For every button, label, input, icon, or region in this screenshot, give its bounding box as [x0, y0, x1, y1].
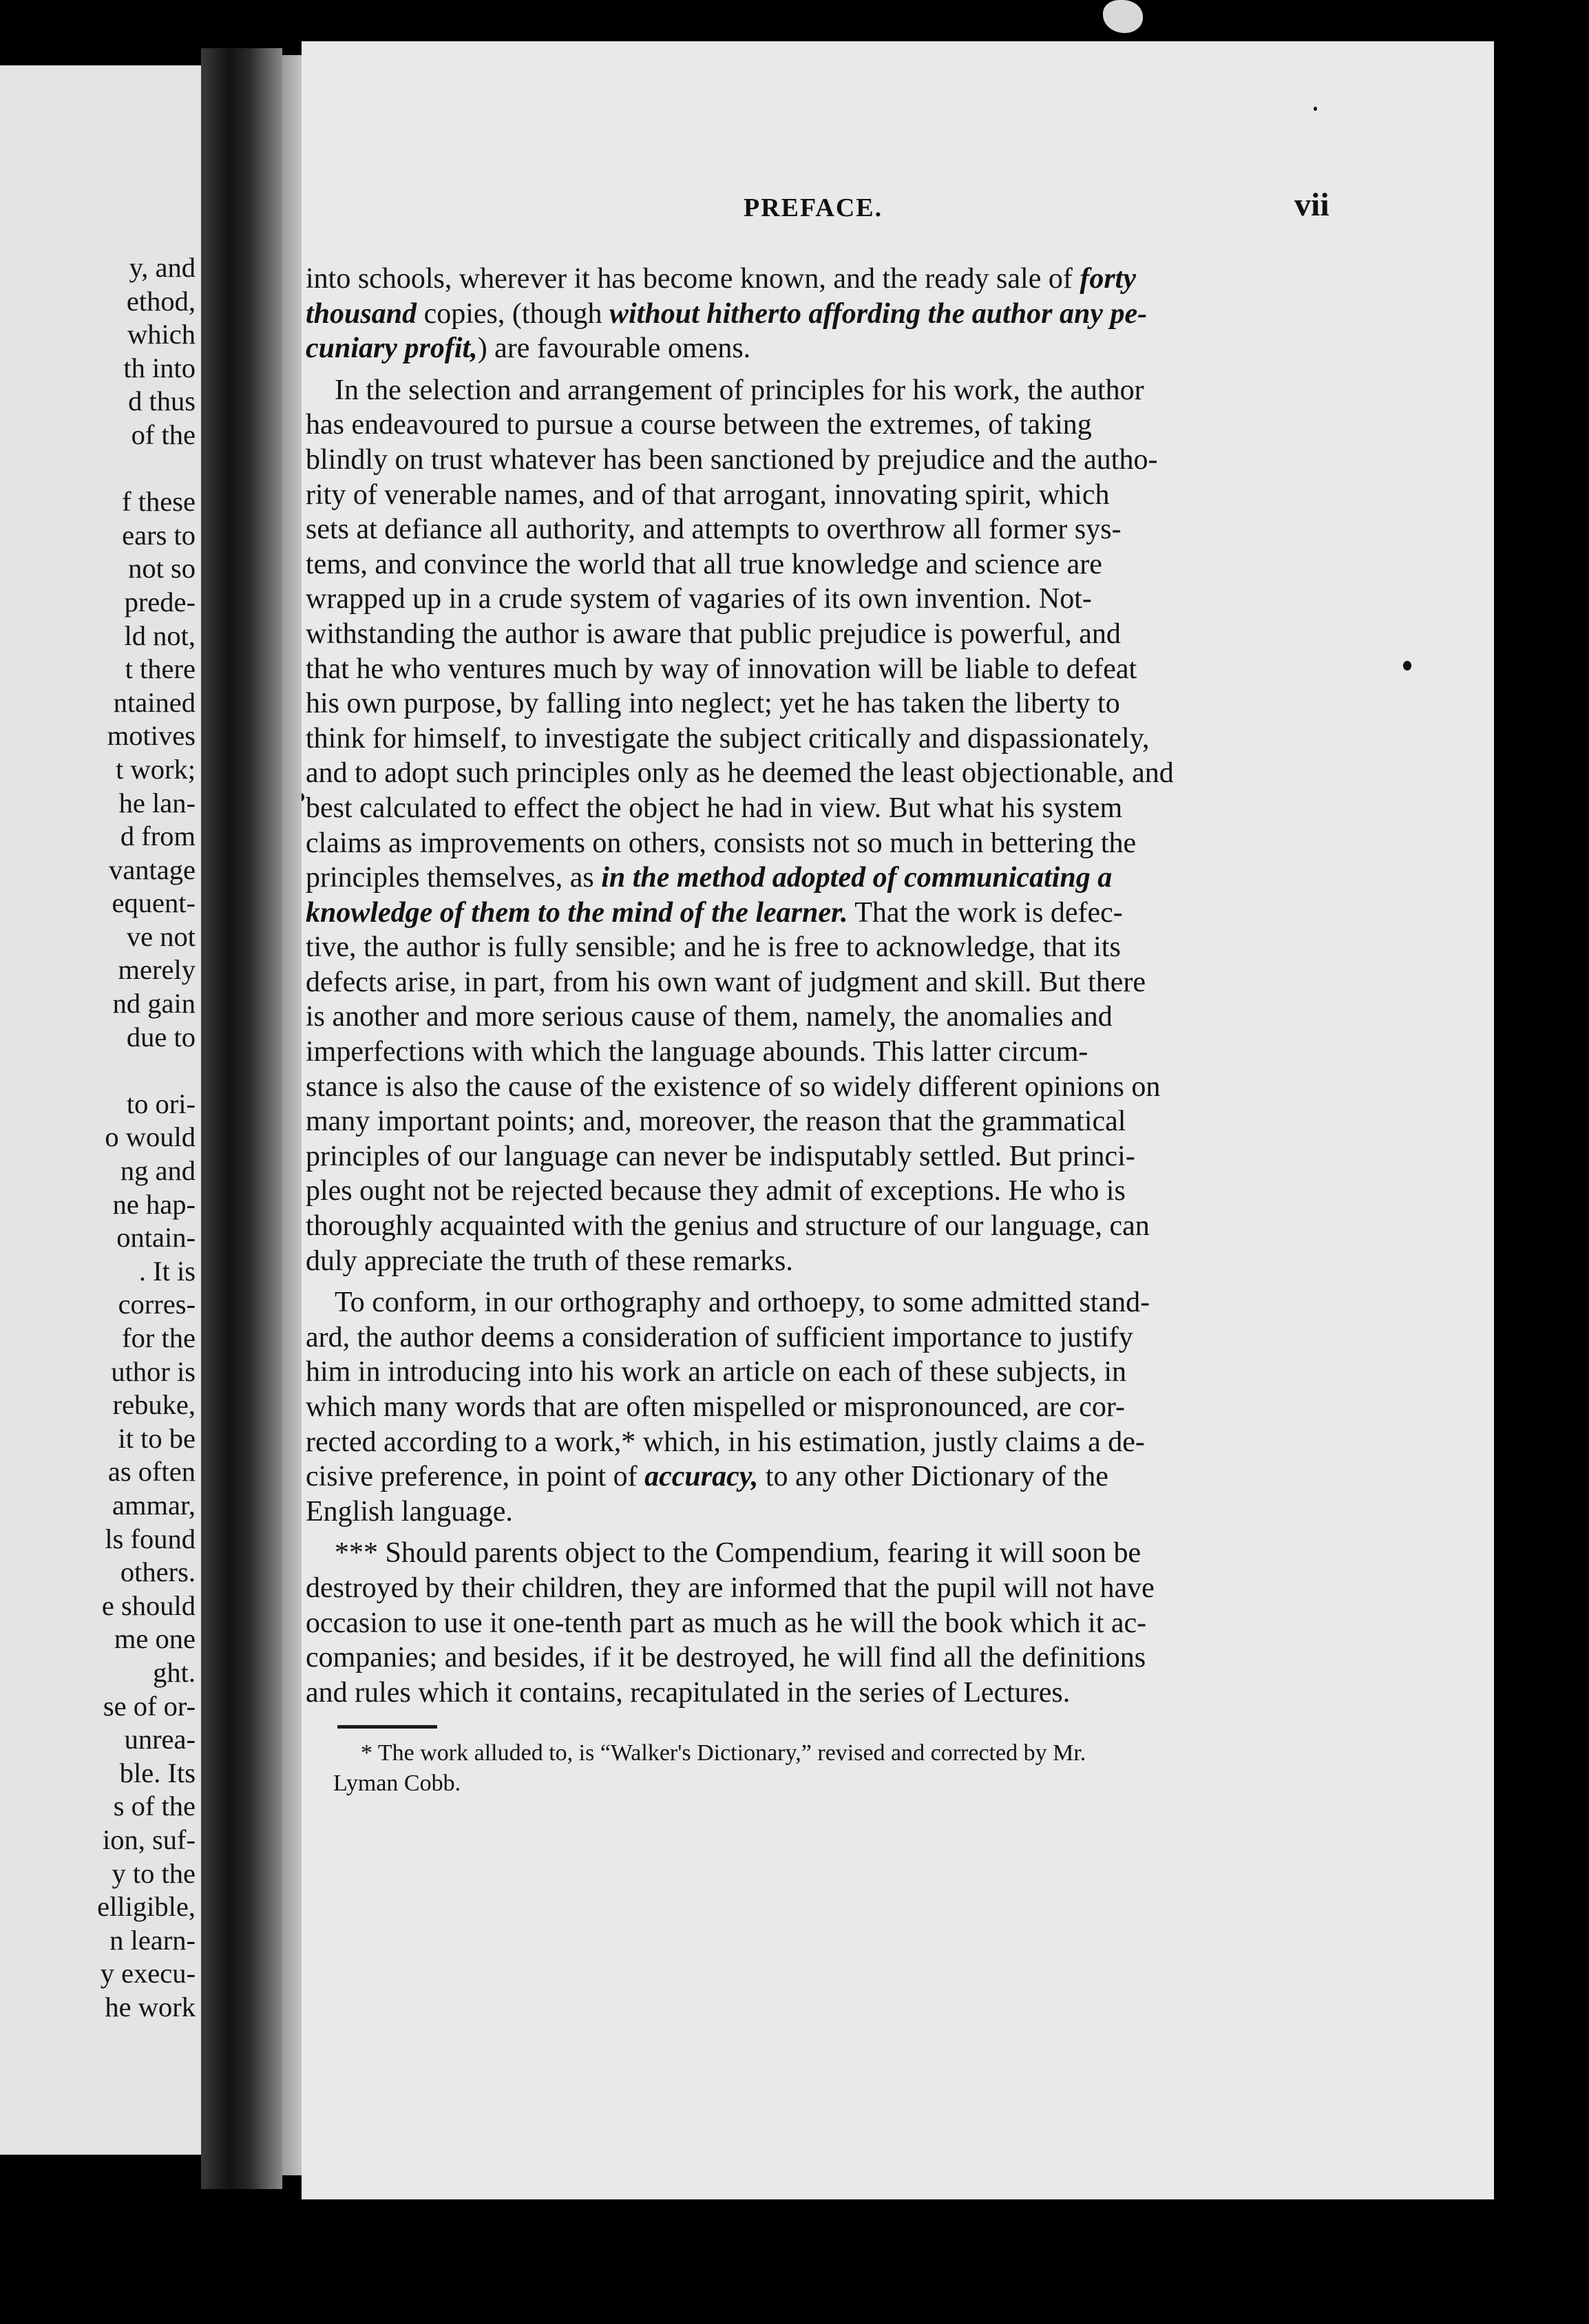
- text-line: defects arise, in part, from his own want of judgment and skill. But there: [306, 966, 1146, 998]
- preface-page: [302, 41, 1494, 2199]
- text-line: withstanding the author is aware that public prejudice is powerful, and: [306, 617, 1121, 650]
- text-line: ples ought not be rejected because they admit of exceptions. He who is: [306, 1175, 1126, 1207]
- previous-page-line: not so: [128, 553, 196, 584]
- text-line: his own purpose, by falling into neglect; yet he has taken the liberty to: [306, 688, 1120, 720]
- text-line: stance is also the cause of the existence of so widely different opinions on: [306, 1070, 1161, 1103]
- text-line: occasion to use it one-tenth part as much as he will the book which it ac-: [306, 1607, 1147, 1639]
- text-line: sets at defiance all authority, and attempts to overthrow all former sys-: [306, 514, 1122, 546]
- text-line: thoroughly acquainted with the genius and structure of our language, can: [306, 1210, 1150, 1243]
- text-line: him in introducing into his work an article on each of these subjects, in: [306, 1356, 1127, 1388]
- previous-page-line: ontain-: [116, 1222, 196, 1254]
- previous-page-line: ntained: [113, 686, 196, 718]
- footnote-line: * The work alluded to, is “Walker's Dictionary,” revised and corrected by Mr.: [361, 1740, 1086, 1766]
- previous-page-line: ion, suf-: [103, 1824, 196, 1855]
- previous-page-line: of the: [131, 419, 196, 450]
- text-line: thousand copies, (though without hitherto affording the author any pe-: [306, 297, 1148, 330]
- text-line: has endeavoured to pursue a course between the extremes, of taking: [306, 409, 1092, 441]
- previous-page-line: to ori-: [126, 1088, 196, 1119]
- text-line: principles of our language can never be indisputably settled. But princi-: [306, 1140, 1135, 1172]
- previous-page-line: as often: [107, 1456, 196, 1488]
- previous-page-line: [97, 1054, 196, 1088]
- previous-page-line: d from: [120, 821, 196, 852]
- preface-body: [302, 262, 1366, 1710]
- previous-page-line: me one: [114, 1623, 196, 1655]
- book-gutter: [201, 48, 282, 2189]
- previous-page-line: uthor is: [111, 1355, 196, 1387]
- previous-page-line: ls found: [105, 1523, 196, 1554]
- text-line: wrapped up in a crude system of vagaries of its own invention. Not-: [306, 583, 1092, 615]
- text-line: *** Should parents object to the Compendium, fearing it will soon be: [335, 1537, 1141, 1570]
- previous-page-line: f these: [122, 486, 196, 518]
- text-line: rity of venerable names, and of that arrogant, innovating spirit, which: [306, 478, 1110, 511]
- previous-page-line: t work;: [116, 753, 196, 785]
- previous-page-line: motives: [107, 720, 196, 752]
- previous-page-line: se of or-: [103, 1690, 196, 1722]
- text-line: companies; and besides, if it be destroyed, he will find all the definitions: [306, 1642, 1146, 1674]
- text-line: think for himself, to investigate the subject critically and dispassionately,: [306, 722, 1150, 754]
- previous-page-line: d thus: [128, 385, 196, 417]
- previous-page-line: y execu-: [100, 1958, 196, 1989]
- previous-page-line: y to the: [112, 1857, 196, 1889]
- previous-page-line: [97, 452, 196, 486]
- previous-page-line: ght.: [153, 1656, 196, 1688]
- previous-page-line: elligible,: [97, 1891, 196, 1923]
- previous-page-line: vantage: [109, 854, 196, 885]
- text-line: is another and more serious cause of them, namely, the anomalies and: [306, 1001, 1113, 1033]
- text-line: principles themselves, as in the method adopted of communicating a: [306, 862, 1113, 894]
- previous-page-line: ammar,: [112, 1489, 196, 1521]
- text-line: which many words that are often mispelled or mispronounced, are cor-: [306, 1391, 1125, 1423]
- previous-page-line: due to: [126, 1021, 196, 1053]
- text-line: tems, and convince the world that all true knowledge and science are: [306, 548, 1102, 580]
- text-line: To conform, in our orthography and orthoepy, to some admitted stand-: [335, 1287, 1150, 1319]
- paper-blot: [1103, 0, 1143, 33]
- previous-page-line: t there: [125, 653, 196, 685]
- previous-page-line: o would: [105, 1121, 196, 1153]
- previous-page-line: n learn-: [109, 1924, 196, 1956]
- text-line: knowledge of them to the mind of the learner. That the work is defec-: [306, 896, 1123, 929]
- text-line: rected according to a work,* which, in his estimation, justly claims a de-: [306, 1426, 1145, 1458]
- text-line: tive, the author is fully sensible; and he is free to acknowledge, that its: [306, 931, 1121, 964]
- previous-page-line: it to be: [118, 1422, 196, 1454]
- text-line: In the selection and arrangement of principles for his work, the author: [335, 374, 1144, 406]
- page-number: vii: [1294, 187, 1329, 223]
- footnote: [333, 1738, 1380, 1799]
- previous-page-line: unrea-: [124, 1724, 196, 1755]
- previous-page-line: others.: [120, 1556, 196, 1588]
- previous-page-line: prede-: [124, 586, 196, 617]
- previous-page-line: ve not: [126, 920, 196, 952]
- text-line: many important points; and, moreover, the reason that the grammatical: [306, 1106, 1126, 1138]
- text-line: that he who ventures much by way of innovation will be liable to defeat: [306, 653, 1137, 685]
- previous-page-line: rebuke,: [112, 1389, 196, 1421]
- text-line: cuniary profit,) are favourable omens.: [306, 332, 751, 365]
- text-line: English language.: [306, 1495, 513, 1528]
- previous-page-line: merely: [118, 954, 196, 986]
- previous-page-line: ears to: [122, 519, 196, 551]
- text-line: imperfections with which the language abounds. This latter circum-: [306, 1036, 1088, 1068]
- previous-page-line: y, and: [129, 252, 196, 283]
- previous-page-line: ethod,: [126, 285, 196, 317]
- text-line: claims as improvements on others, consists not so much in bettering the: [306, 827, 1137, 859]
- text-line: blindly on trust whatever has been sanctioned by prejudice and the autho-: [306, 443, 1158, 476]
- previous-page-text: [97, 251, 196, 2024]
- previous-page-line: equent-: [112, 887, 196, 919]
- ink-speck: [1403, 661, 1411, 670]
- previous-page-line: he lan-: [118, 787, 196, 818]
- text-line: best calculated to effect the object he had in view. But what his system: [306, 792, 1123, 824]
- text-line: destroyed by their children, they are informed that the pupil will not have: [306, 1572, 1155, 1604]
- text-line: duly appreciate the truth of these remarks.: [306, 1245, 793, 1277]
- running-head: PREFACE.: [744, 193, 883, 222]
- previous-page-line: ng and: [120, 1155, 196, 1187]
- previous-page-line: ne hap-: [112, 1188, 196, 1220]
- previous-page-line: which: [127, 319, 196, 350]
- page-header: [302, 187, 1494, 234]
- previous-page-line: s of the: [113, 1790, 196, 1822]
- previous-page-line: nd gain: [112, 988, 196, 1020]
- footnote-line: Lyman Cobb.: [333, 1771, 461, 1796]
- previous-page-line: corres-: [118, 1289, 196, 1320]
- previous-page-line: ld not,: [124, 620, 196, 651]
- previous-page-line: e should: [101, 1589, 196, 1621]
- footnote-rule: [337, 1725, 437, 1729]
- text-line: and to adopt such principles only as he deemed the least objectionable, and: [306, 757, 1174, 790]
- previous-page-line: . It is: [138, 1255, 196, 1287]
- previous-page-fragment: [0, 65, 201, 2155]
- ink-speck: [1314, 107, 1317, 111]
- text-line: ard, the author deems a consideration of sufficient importance to justify: [306, 1321, 1133, 1353]
- text-line: into schools, wherever it has become known, and the ready sale of forty: [306, 263, 1136, 295]
- text-line: cisive preference, in point of accuracy, to any other Dictionary of the: [306, 1461, 1108, 1493]
- previous-page-line: ble. Its: [119, 1757, 196, 1788]
- previous-page-line: he work: [105, 1991, 196, 2022]
- text-line: and rules which it contains, recapitulated in the series of Lectures.: [306, 1676, 1071, 1709]
- previous-page-line: for the: [122, 1322, 196, 1353]
- previous-page-line: th into: [123, 352, 196, 383]
